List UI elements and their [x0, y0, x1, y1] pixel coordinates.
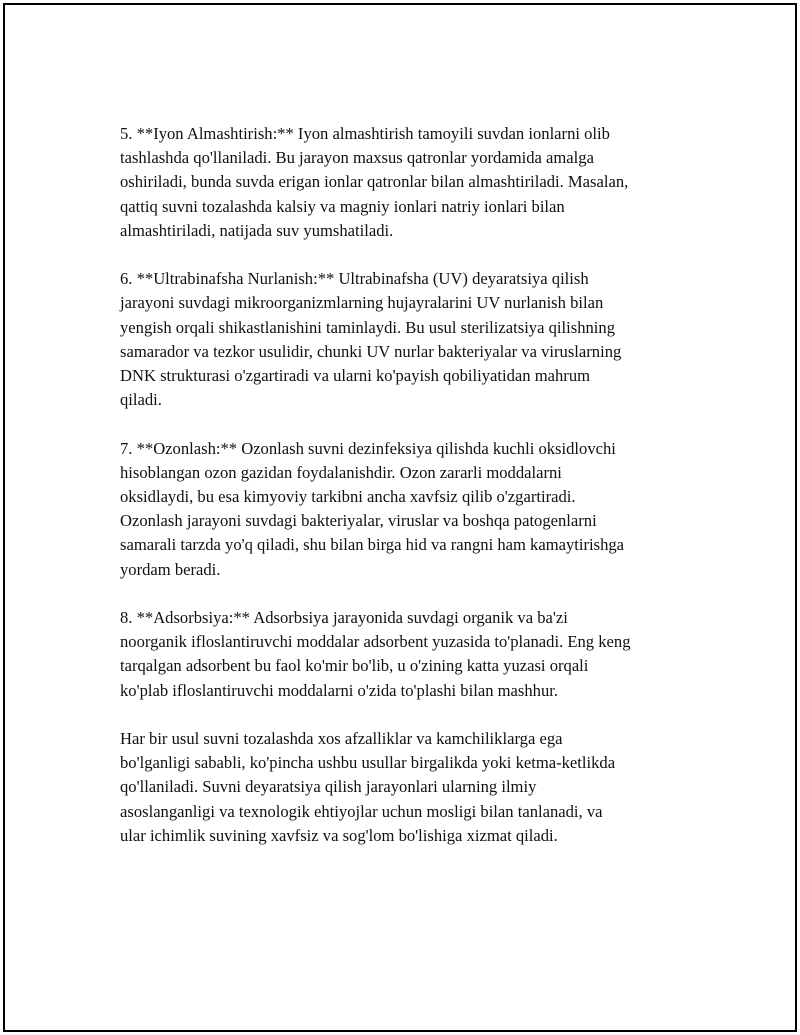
paragraph-adsorption: 8. **Adsorbsiya:** Adsorbsiya jarayonida suvdagi organik va ba'zi noorganik ifloslantiruvchi moddalar adsorbent yuzasida to'planadi. Eng keng tarqalgan adsorbent bu faol ko'mir bo'lib, u o'zining katta yuzasi orqali ko'plab ifloslantiruvchi moddalarni o'zida to'plashi bilan mashhur.	[120, 608, 631, 700]
paragraph-ion-exchange: 5. **Iyon Almashtirish:** Iyon almashtirish tamoyili suvdan ionlarni olib tashlashda qo'llaniladi. Bu jarayon maxsus qatronlar yordamida amalga oshiriladi, bunda suvda erigan ionlar qatronlar bilan almashtiriladi. Masalan, qattiq suvni tozalashda kalsiy va magniy ionlari natriy ionlari bilan almashtiriladi, natijada suv yumshatiladi.	[120, 124, 629, 240]
document-body	[120, 122, 695, 872]
paragraph-conclusion: Har bir usul suvni tozalashda xos afzalliklar va kamchiliklarga ega bo'lganligi sababli, ko'pincha ushbu usullar birgalikda yoki ketma-ketlikda qo'llaniladi. Suvni deyaratsiya qilish jarayonlari ularning ilmiy asoslanganligi va texnologik ehtiyojlar uchun mosligi bilan tanlanadi, va ular ichimlik suvining xavfsiz va sog'lom bo'lishiga xizmat qiladi.	[120, 729, 616, 845]
paragraph-ozonation: 7. **Ozonlash:** Ozonlash suvni dezinfeksiya qilishda kuchli oksidlovchi hisoblangan ozon gazidan foydalanishdir. Ozon zararli moddalarni oksidlaydi, bu esa kimyoviy tarkibni ancha xavfsiz qilib o'zgartiradi. Ozonlash jarayoni suvdagi bakteriyalar, viruslar va boshqa patogenlarni samarali tarzda yo'q qiladi, shu bilan birga hid va rangni ham kamaytirishga yordam beradi.	[120, 438, 625, 579]
page-frame	[3, 3, 797, 1032]
paragraph-ultraviolet: 6. **Ultrabinafsha Nurlanish:** Ultrabinafsha (UV) deyaratsiya qilish jarayoni suvdagi mikroorganizmlarning hujayralarini UV nurlanish bilan yengish orqali shikastlanishini taminlaydi. Bu usul sterilizatsiya qilishning samarador va tezkor usulidir, chunki UV nurlar bakteriyalar va viruslarning DNK strukturasi o'zgartiradi va ularni ko'payish qobiliyatidan mahrum qiladi.	[120, 269, 622, 410]
